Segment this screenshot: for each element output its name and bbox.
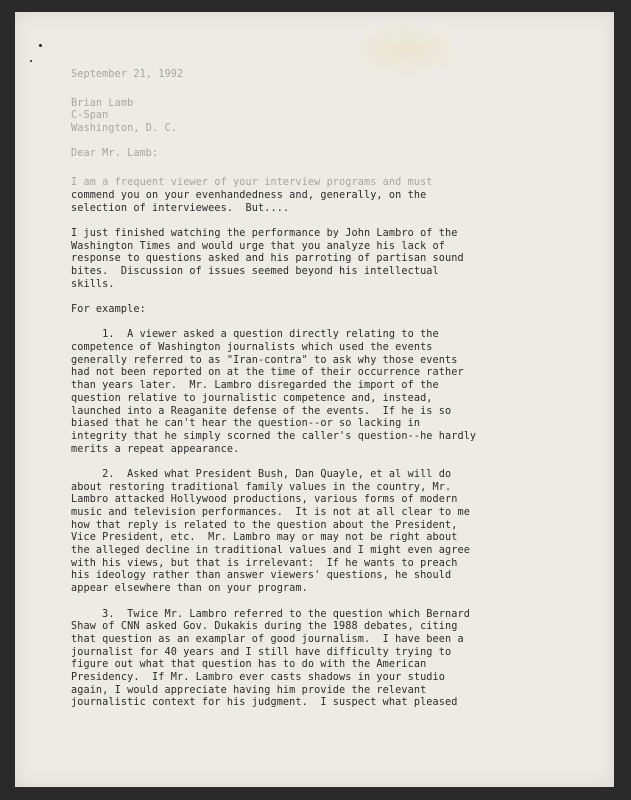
paragraph-line: Shaw of CNN asked Gov. Dukakis during the 1988 debates, citing	[71, 621, 458, 633]
recipient-org: C-Span	[71, 110, 109, 122]
ink-speck	[30, 60, 32, 62]
paragraph-line: his ideology rather than answer viewers' questions, he should	[71, 570, 452, 582]
paragraph-line: Vice President, etc. Mr. Lambro may or may not be right about	[71, 532, 458, 544]
point-1	[71, 329, 591, 456]
paragraph-line: 2. Asked what President Bush, Dan Quayle, et al will do	[71, 468, 452, 480]
paragraph-line: launched into a Reaganite defense of the events. If he is so	[71, 405, 452, 417]
paragraph-line: Lambro attacked Hollywood productions, various forms of modern	[71, 494, 458, 506]
paragraph-line: biased that he can't hear the question--or so lacking in	[71, 418, 421, 430]
paragraph-line: selection of interviewees. But....	[71, 202, 290, 214]
paragraph-line: appear elsewhere than on your program.	[71, 583, 308, 595]
paragraph-line: than years later. Mr. Lambro disregarded the import of the	[71, 380, 439, 392]
paragraph-line: how that reply is related to the question about the President,	[71, 519, 458, 531]
paragraph-line: 1. A viewer asked a question directly relating to the	[71, 329, 439, 341]
paragraph-line: again, I would appreciate having him provide the relevant	[71, 684, 427, 696]
paragraph-line: generally referred to as "Iran-contra" to ask why those events	[71, 354, 458, 366]
paragraph-line: Washington Times and would urge that you analyze his lack of	[71, 240, 446, 252]
paragraph-line: response to questions asked and his parroting of partisan sound	[71, 253, 464, 265]
point-3	[71, 609, 591, 711]
paragraph-lambro	[71, 228, 591, 291]
paragraph-line: figure out what that question has to do with the American	[71, 659, 427, 671]
paragraph-line: journalistic context for his judgment. I suspect what pleased	[71, 697, 458, 709]
paragraph-line: competence of Washington journalists which used the events	[71, 342, 433, 354]
paragraph-line: about restoring traditional family values in the country, Mr.	[71, 481, 452, 493]
recipient-name: Brian Lamb	[71, 97, 134, 109]
paragraph-line: bites. Discussion of issues seemed beyond his intellectual	[71, 265, 439, 277]
salutation: Dear Mr. Lamb:	[71, 148, 159, 160]
paragraph-line: I just finished watching the performance by John Lambro of the	[71, 227, 458, 239]
point-2	[71, 469, 591, 596]
paragraph-line: journalist for 40 years and I still have difficulty trying to	[71, 646, 452, 658]
paragraph-opening	[71, 177, 591, 215]
paragraph-line: integrity that he simply scorned the caller's question--he hardly	[71, 430, 477, 442]
for-example-label: For example:	[71, 304, 146, 315]
letter-date: September 21, 1992	[71, 69, 184, 80]
ink-speck	[39, 44, 42, 47]
paragraph-line: music and television performances. It is not at all clear to me	[71, 507, 470, 518]
paragraph-line: skills.	[71, 278, 115, 290]
paragraph-line: that question as an examplar of good journalism. I have been a	[71, 633, 464, 645]
paragraph-line: merits a repeat appearance.	[71, 443, 240, 455]
paragraph-line: with his views, but that is irrelevant: If he wants to preach	[71, 557, 458, 569]
recipient-city: Washington, D. C.	[71, 123, 177, 135]
letter-body	[71, 69, 591, 710]
paragraph-line: Presidency. If Mr. Lambro ever casts shadows in your studio	[71, 671, 446, 683]
paragraph-line: had not been reported on at the time of their occurrence rather	[71, 367, 464, 379]
paragraph-line: commend you on your evenhandedness and, generally, on the	[71, 189, 427, 201]
paragraph-line: 3. Twice Mr. Lambro referred to the question which Bernard	[71, 608, 470, 620]
paragraph-line: question relative to journalistic competence and, instead,	[71, 392, 433, 404]
paragraph-line: I am a frequent viewer of your interview programs and must	[71, 177, 433, 189]
paragraph-line: the alleged decline in traditional values and I might even agree	[71, 545, 470, 557]
